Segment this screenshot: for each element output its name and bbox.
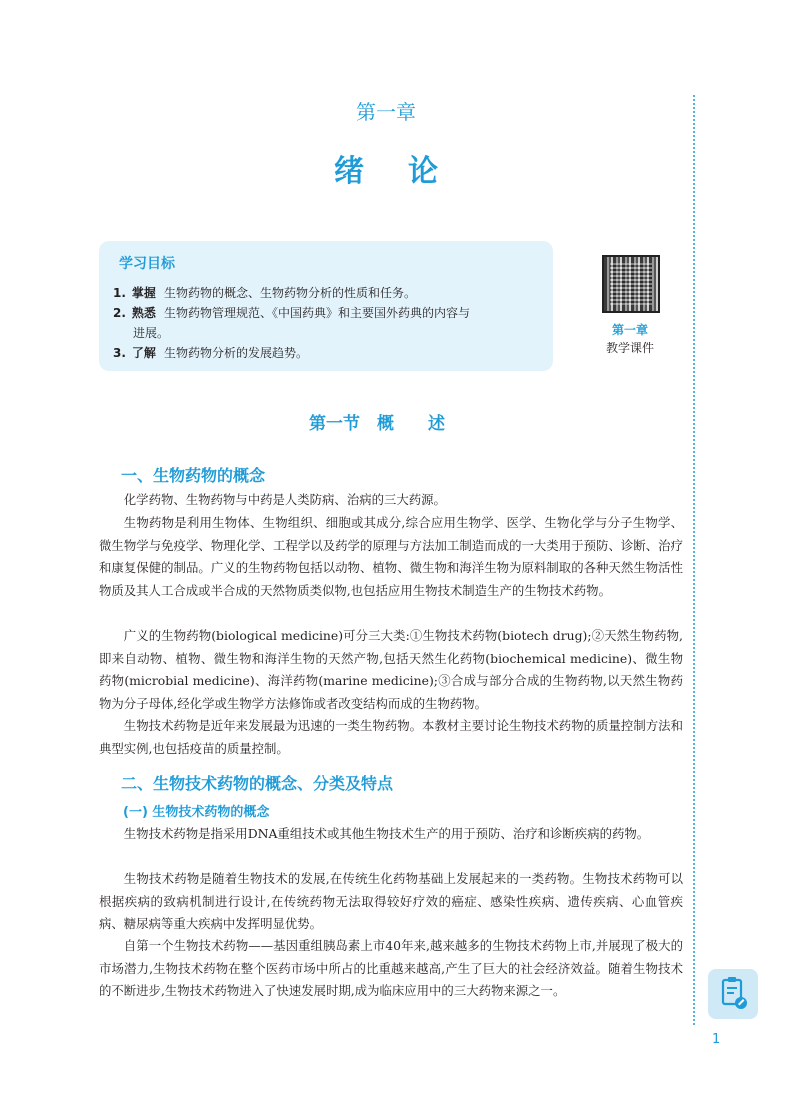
- objective-text: 生物药物的概念、生物药物分析的性质和任务。: [163, 286, 416, 300]
- objective-label: 了解: [131, 346, 156, 360]
- objective-label: 熟悉: [131, 306, 156, 320]
- heading-concept-of-biological-drugs: 一、生物药物的概念: [121, 466, 266, 485]
- objective-item: [113, 283, 543, 303]
- objective-number: 2.: [113, 306, 126, 320]
- paragraph: 生物技术药物是近年来发展最为迅速的一类生物药物。本教材主要讨论生物技术药物的质量控制方法和典型实例,也包括疫苗的质量控制。: [99, 718, 683, 756]
- objective-number: 1.: [113, 286, 126, 300]
- heading-biotech-drugs-classification: 二、生物技术药物的概念、分类及特点: [121, 774, 394, 793]
- chapter-number: 第一章: [356, 100, 416, 124]
- courseware-title: 第一章: [611, 323, 648, 337]
- objective-item: [113, 303, 543, 343]
- margin-rule: [693, 95, 695, 1025]
- objective-item: [113, 343, 543, 363]
- qr-code-icon[interactable]: [602, 255, 660, 313]
- courseware-subtitle: 教学课件: [605, 341, 654, 355]
- paragraph: 生物药物是利用生物体、生物组织、细胞或其成分,综合应用生物学、医学、生物化学与分子生物学、微生物学与免疫学、物理化学、工程学以及药学的原理与方法加工制造而成的一大类用于预防、诊断、治疗和康复保健的制品。广义的生物药物包括以动物、植物、微生物和海洋生物为原料制取的各种天然生物活性物质及其人工合成或半合成的天然物质类似物,也包括应用生物技术制造生产的生物技术药物。: [99, 515, 683, 598]
- subheading-biotech-drug-concept: (一) 生物技术药物的概念: [123, 805, 270, 820]
- objectives-heading: 学习目标: [119, 256, 175, 272]
- objective-text: 生物药物管理规范、《中国药典》和主要国外药典的内容与: [163, 306, 470, 320]
- objective-text: 生物药物分析的发展趋势。: [163, 346, 308, 360]
- objective-text-continued: 进展。: [133, 326, 170, 340]
- objective-number: 3.: [113, 346, 126, 360]
- paragraph: 广义的生物药物(biological medicine)可分三大类:①生物技术药物(biotech drug);②天然生物药物,即来自动物、植物、微生物和海洋生物的天然产物,包括天然生化药物(biochemical medicine)、微生物药物(microbial medicine)、海洋药物(marine medicine);③合成与部分合成的生物药物,以天然生物药物为分子母体,经化学或生物学方法修饰或者改变结构而成的生物药物。: [99, 628, 683, 711]
- notes-icon[interactable]: [708, 969, 758, 1019]
- section-title: 第一节 概 述: [309, 414, 445, 434]
- learning-objectives-box: [99, 241, 553, 371]
- objective-label: 掌握: [131, 286, 156, 300]
- paragraph: 自第一个生物技术药物——基因重组胰岛素上市40年来,越来越多的生物技术药物上市,并展现了极大的市场潜力,生物技术药物在整个医药市场中所占的比重越来越高,产生了巨大的社会经济效益。随着生物技术的不断进步,生物技术药物进入了快速发展时期,成为临床应用中的三大药物来源之一。: [99, 938, 683, 998]
- chapter-title: 绪论: [334, 154, 482, 189]
- paragraph: 生物技术药物是随着生物技术的发展,在传统生化药物基础上发展起来的一类药物。生物技术药物可以根据疾病的致病机制进行设计,在传统药物无法取得较好疗效的癌症、感染性疾病、遗传疾病、心血管疾病、糖尿病等重大疾病中发挥明显优势。: [99, 871, 683, 931]
- paragraph: 生物技术药物是指采用DNA重组技术或其他生物技术生产的用于预防、治疗和诊断疾病的药物。: [123, 826, 650, 841]
- page-number: 1: [712, 1032, 721, 1047]
- paragraph: 化学药物、生物药物与中药是人类防病、治病的三大药源。: [123, 492, 446, 507]
